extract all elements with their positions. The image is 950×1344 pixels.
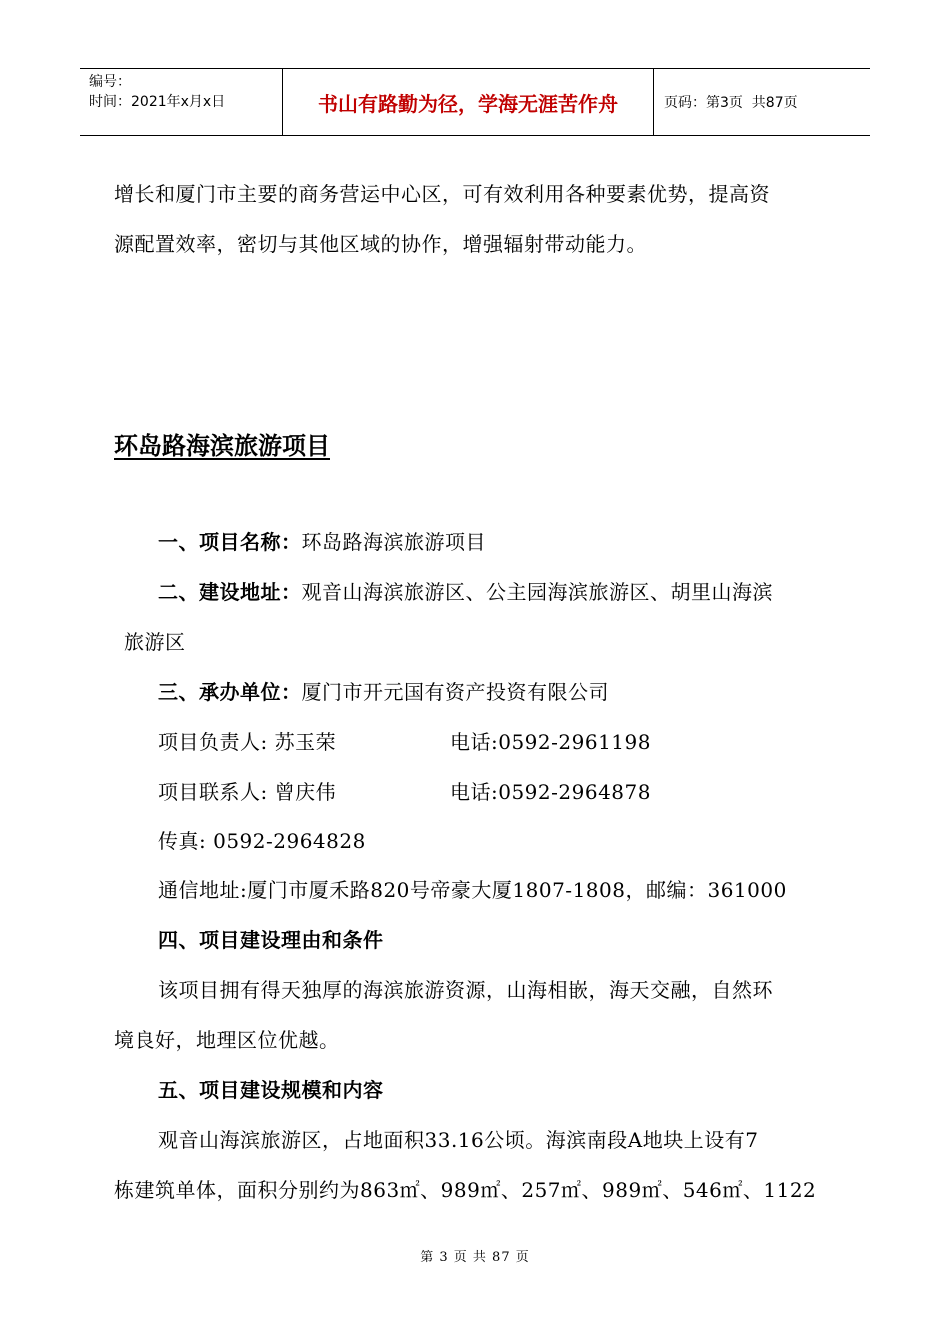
organizer-label: 三、承办单位： — [158, 680, 302, 704]
build-address-value-cont: 旅游区 — [124, 630, 186, 654]
manager-phone: 电话:0592-2961198 — [450, 730, 651, 754]
reasons-heading: 四、项目建设理由和条件 — [158, 928, 384, 952]
manager-row — [158, 728, 336, 756]
reasons-line-2: 境良好，地理区位优越。 — [114, 1028, 340, 1052]
contact-label: 项目联系人: 曾庆伟 — [158, 780, 337, 804]
number-label: 编号： — [89, 74, 131, 90]
time-label: 时间：2021年x月x日 — [89, 94, 226, 110]
fax-line: 传真: 0592-2964828 — [158, 829, 366, 853]
scale-line-2: 栋建筑单体，面积分别约为863㎡、989㎡、257㎡、989㎡、546㎡、1122 — [114, 1178, 817, 1202]
scale-heading: 五、项目建设规模和内容 — [158, 1078, 384, 1102]
mailing-address-line: 通信地址:厦门市厦禾路820号帝豪大厦1807-1808，邮编：361000 — [158, 878, 787, 902]
intro-line-2: 源配置效率，密切与其他区域的协作，增强辐射带动能力。 — [114, 232, 647, 256]
project-name-row — [158, 528, 486, 556]
document-header — [80, 68, 870, 136]
manager-label: 项目负责人: 苏玉荣 — [158, 730, 337, 754]
intro-line-1: 增长和厦门市主要的商务营运中心区，可有效利用各种要素优势，提高资 — [114, 182, 770, 206]
contact-row — [158, 778, 336, 806]
organizer-row — [158, 678, 609, 706]
address-row — [158, 578, 773, 606]
contact-phone: 电话:0592-2964878 — [450, 780, 651, 804]
page-footer: 第 3 页 共 87 页 — [420, 1250, 530, 1265]
project-name-value: 环岛路海滨旅游项目 — [301, 530, 486, 554]
header-meta — [80, 69, 282, 135]
page-info-text: 页码：第3页 共87页 — [664, 95, 798, 111]
section-title: 环岛路海滨旅游项目 — [114, 432, 330, 460]
header-page-info — [654, 69, 870, 135]
reasons-line-1: 该项目拥有得天独厚的海滨旅游资源，山海相嵌，海天交融，自然环 — [158, 978, 773, 1002]
build-address-label: 二、建设地址： — [158, 580, 302, 604]
scale-line-1: 观音山海滨旅游区，占地面积33.16公顷。海滨南段A地块上设有7 — [158, 1128, 759, 1152]
project-name-label: 一、项目名称： — [158, 530, 302, 554]
build-address-value: 观音山海滨旅游区、公主园海滨旅游区、胡里山海滨 — [301, 580, 773, 604]
organizer-value: 厦门市开元国有资产投资有限公司 — [301, 680, 609, 704]
header-motto: 书山有路勤为径，学海无涯苦作舟 — [282, 69, 654, 135]
